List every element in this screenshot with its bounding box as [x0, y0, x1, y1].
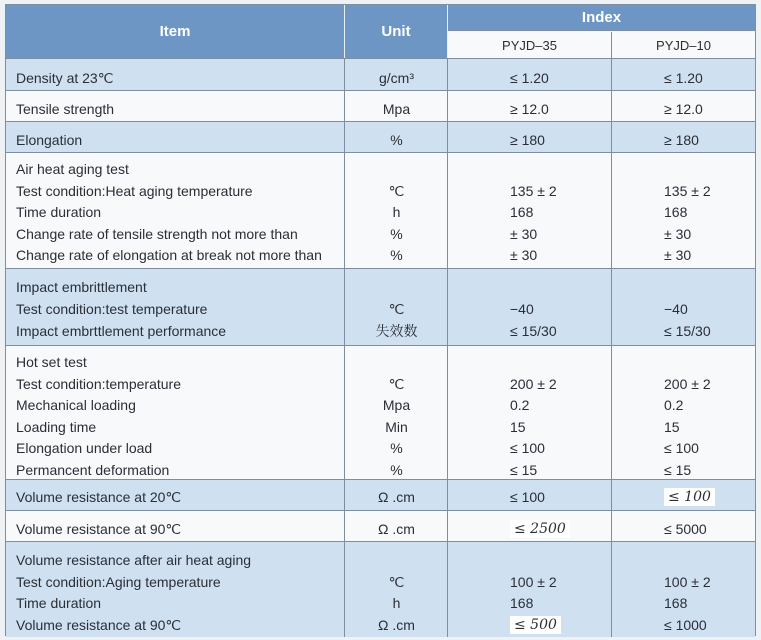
header-item: Item [6, 5, 345, 58]
pyjd10-cell [612, 480, 755, 510]
item-text: Change rate of elongation at break not more than [16, 247, 322, 263]
item-text: Volume resistance at 90℃ [16, 521, 182, 537]
value-text: ≤ 1.20 [664, 70, 703, 86]
unit-cell [345, 153, 448, 268]
item-text: Tensile strength [16, 101, 115, 117]
value-text: ± 30 [510, 226, 538, 242]
value-text: 200 ± 2 [664, 376, 711, 392]
item-cell [6, 346, 345, 479]
pyjd10-cell [612, 59, 755, 90]
value-text: 168 [664, 204, 688, 220]
table-row [6, 59, 755, 91]
item-cell [6, 122, 345, 152]
item-text: Test condition:temperature [16, 376, 181, 392]
unit-text: ℃ [388, 376, 405, 392]
handwritten-value: ≤ 2500 [510, 520, 570, 538]
table-row [6, 511, 755, 542]
pyjd35-cell [448, 153, 612, 268]
value-text: 0.2 [664, 397, 684, 413]
item-cell [6, 542, 345, 637]
item-cell [6, 511, 345, 541]
unit-text: Ω .cm [378, 489, 415, 505]
unit-cell [345, 480, 448, 510]
unit-text: ℃ [388, 574, 405, 590]
item-text: Volume resistance at 90℃ [16, 617, 182, 633]
item-text: Volume resistance at 20℃ [16, 489, 182, 505]
pyjd35-cell [448, 59, 612, 90]
table-row [6, 122, 755, 153]
item-cell [6, 91, 345, 121]
value-text: ≤ 15 [510, 462, 538, 478]
item-text: Test condition:Heat aging temperature [16, 183, 253, 199]
item-text: Air heat aging test [16, 161, 129, 177]
unit-cell [345, 91, 448, 121]
value-text: ≥ 180 [664, 132, 699, 148]
pyjd10-cell [612, 269, 755, 345]
unit-text: Mpa [382, 101, 411, 117]
item-cell [6, 153, 345, 268]
item-text: Test condition:Aging temperature [16, 574, 221, 590]
unit-text: ℃ [388, 301, 405, 317]
table-row [6, 480, 755, 511]
item-text: Hot set test [16, 354, 87, 370]
value-text: 168 [510, 595, 534, 611]
item-text: Impact embrittlement [16, 279, 147, 295]
pyjd35-cell [448, 480, 612, 510]
value-text: 100 ± 2 [664, 574, 711, 590]
unit-text: % [390, 247, 403, 263]
unit-text: 失效数 [375, 323, 418, 339]
value-text: ± 30 [664, 226, 692, 242]
value-text: ≤ 15/30 [664, 323, 711, 339]
value-text: 168 [664, 595, 688, 611]
value-text: 168 [510, 204, 534, 220]
unit-cell [345, 59, 448, 90]
item-text: Impact embrttlement performance [16, 323, 227, 339]
item-text: Density at 23℃ [16, 70, 114, 86]
header-unit: Unit [345, 5, 448, 58]
table-row [6, 91, 755, 122]
pyjd10-cell [612, 153, 755, 268]
pyjd35-cell [448, 91, 612, 121]
item-text: Permancent deformation [16, 462, 170, 478]
item-cell [6, 59, 345, 90]
unit-text: h [392, 595, 401, 611]
value-text: ≤ 1000 [664, 617, 707, 633]
unit-cell [345, 346, 448, 479]
unit-text: ℃ [388, 183, 405, 199]
item-text: Test condition:test temperature [16, 301, 208, 317]
pyjd10-cell [612, 346, 755, 479]
item-text: Time duration [16, 204, 102, 220]
unit-text: Ω .cm [378, 521, 415, 537]
item-text: Mechanical loading [16, 397, 136, 413]
pyjd35-cell [448, 511, 612, 541]
item-text: Volume resistance after air heat aging [16, 552, 252, 568]
unit-text: % [390, 440, 403, 456]
handwritten-value: ≤ 500 [510, 616, 561, 634]
table-row [6, 346, 755, 480]
value-text: ≤ 100 [510, 489, 545, 505]
unit-text: Mpa [382, 397, 411, 413]
value-text: 100 ± 2 [510, 574, 557, 590]
value-text: 135 ± 2 [664, 183, 711, 199]
unit-text: % [390, 226, 403, 242]
unit-text: % [390, 132, 403, 148]
unit-text: % [390, 462, 403, 478]
value-text: 15 [664, 419, 680, 435]
header-col-pyjd10: PYJD–10 [612, 32, 755, 58]
value-text: 0.2 [510, 397, 530, 413]
table-row [6, 153, 755, 269]
value-text: ≤ 1.20 [510, 70, 549, 86]
item-text: Loading time [16, 419, 97, 435]
value-text: 15 [510, 419, 526, 435]
value-text: ≤ 100 [664, 440, 699, 456]
header-index: Index [448, 5, 755, 31]
pyjd10-cell [612, 511, 755, 541]
unit-cell [345, 122, 448, 152]
pyjd35-cell [448, 122, 612, 152]
item-cell [6, 480, 345, 510]
item-text: Elongation under load [16, 440, 153, 456]
pyjd35-cell [448, 346, 612, 479]
unit-text: h [392, 204, 401, 220]
value-text: ≥ 12.0 [510, 101, 549, 117]
unit-text: Ω .cm [378, 617, 415, 633]
spec-table [5, 4, 756, 636]
pyjd35-cell [448, 269, 612, 345]
pyjd10-cell [612, 91, 755, 121]
item-text: Time duration [16, 595, 102, 611]
handwritten-value: ≤ 100 [664, 488, 715, 506]
unit-text: g/cm³ [379, 70, 414, 86]
item-text: Change rate of tensile strength not more than [16, 226, 298, 242]
pyjd10-cell [612, 542, 755, 637]
pyjd10-cell [612, 122, 755, 152]
value-text: ≤ 5000 [664, 521, 707, 537]
value-text: −40 [664, 301, 688, 317]
header-col-pyjd35: PYJD–35 [448, 32, 612, 58]
value-text: 200 ± 2 [510, 376, 557, 392]
value-text: ≤ 15/30 [510, 323, 557, 339]
item-cell [6, 269, 345, 345]
table-row [6, 269, 755, 346]
value-text: ≥ 180 [510, 132, 545, 148]
value-text: ≤ 100 [510, 440, 545, 456]
value-text: −40 [510, 301, 534, 317]
unit-cell [345, 511, 448, 541]
value-text: ≥ 12.0 [664, 101, 703, 117]
value-text: 135 ± 2 [510, 183, 557, 199]
table-header [6, 5, 755, 59]
unit-text: Min [385, 419, 408, 435]
pyjd35-cell [448, 542, 612, 637]
unit-cell [345, 542, 448, 637]
value-text: ≤ 15 [664, 462, 692, 478]
unit-cell [345, 269, 448, 345]
value-text: ± 30 [510, 247, 538, 263]
item-text: Elongation [16, 132, 83, 148]
value-text: ± 30 [664, 247, 692, 263]
table-row [6, 542, 755, 637]
